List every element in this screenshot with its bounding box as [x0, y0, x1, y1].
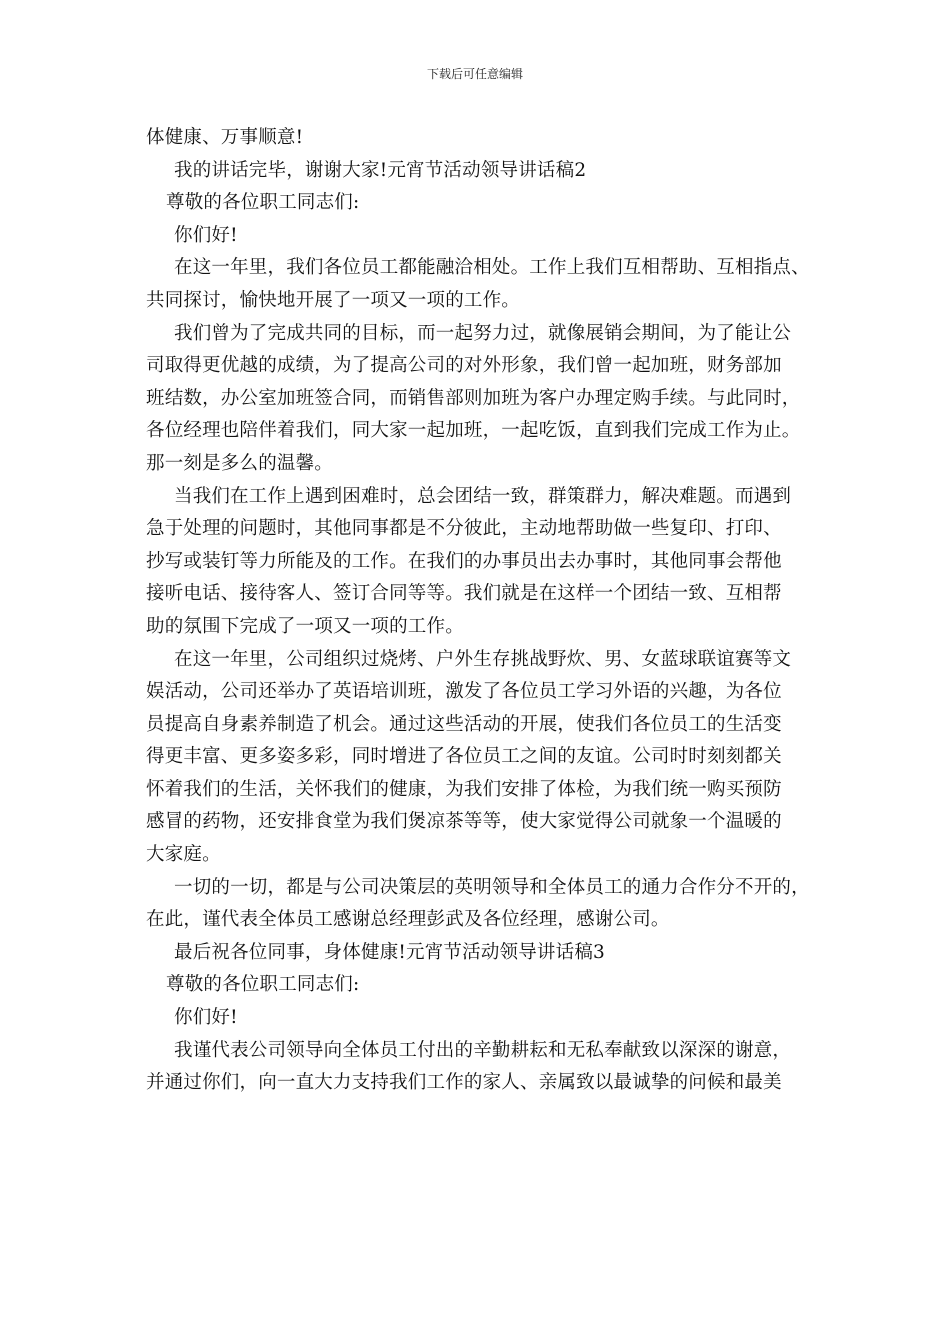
text-line: 你们好! — [174, 1007, 238, 1029]
text-line: 我的讲话完毕，谢谢大家!元宵节活动领导讲话稿2 — [174, 159, 587, 181]
text-line: 共同探讨，愉快地开展了一项又一项的工作。 — [146, 289, 521, 311]
text-line: 体健康、万事顺意! — [146, 127, 304, 148]
download-note: 下载后可任意编辑 — [426, 67, 523, 81]
text-line: 娱活动，公司还举办了英语培训班，激发了各位员工学习外语的兴趣，为各位 — [146, 681, 782, 703]
text-line: 那一刻是多么的温馨。 — [146, 452, 334, 474]
document-body — [146, 122, 826, 1100]
text-line: 怀着我们的生活，关怀我们的健康，为我们安排了体检，为我们统一购买预防 — [146, 778, 782, 800]
text-line: 当我们在工作上遇到困难时，总会团结一致，群策群力，解决难题。而遇到 — [174, 485, 792, 507]
text-line: 接听电话、接待客人、签订合同等等。我们就是在这样一个团结一致、互相帮 — [146, 583, 782, 605]
text-line: 助的氛围下完成了一项又一项的工作。 — [146, 615, 464, 637]
text-line: 各位经理也陪伴着我们，同大家一起加班，一起吃饭，直到我们完成工作为止。 — [146, 420, 801, 442]
text-line: 我们曾为了完成共同的目标，而一起努力过，就像展销会期间，为了能让公 — [174, 322, 792, 344]
text-line: 感冒的药物，还安排食堂为我们煲凉茶等等，使大家觉得公司就象一个温暖的 — [146, 811, 782, 833]
text-line: 员提高自身素养制造了机会。通过这些活动的开展，使我们各位员工的生活变 — [146, 713, 782, 735]
text-line: 最后祝各位同事，身体健康!元宵节活动领导讲话稿3 — [174, 941, 606, 963]
text-line: 在这一年里，我们各位员工都能融洽相处。工作上我们互相帮助、互相指点、 — [174, 257, 810, 279]
text-line: 班结数，办公室加班签合同，而销售部则加班为客户办理定购手续。与此同时， — [146, 387, 801, 409]
text-line: 尊敬的各位职工同志们: — [166, 974, 360, 996]
text-line: 得更丰富、更多姿多彩，同时增进了各位员工之间的友谊。公司时时刻刻都关 — [146, 746, 782, 768]
text-line: 我谨代表公司领导向全体员工付出的辛勤耕耘和无私奉献致以深深的谢意， — [174, 1039, 792, 1061]
text-line: 一切的一切，都是与公司决策层的英明领导和全体员工的通力合作分不开的， — [174, 876, 810, 898]
text-line: 大家庭。 — [146, 844, 221, 866]
text-line: 在此，谨代表全体员工感谢总经理彭武及各位经理，感谢公司。 — [146, 909, 670, 931]
text-line: 并通过你们，向一直大力支持我们工作的家人、亲属致以最诚挚的问候和最美 — [146, 1072, 782, 1094]
text-line: 你们好! — [174, 224, 238, 246]
text-line: 在这一年里，公司组织过烧烤、户外生存挑战野炊、男、女蓝球联谊赛等文 — [174, 648, 792, 670]
text-line: 急于处理的问题时，其他同事都是不分彼此，主动地帮助做一些复印、打印、 — [146, 518, 782, 540]
text-line: 尊敬的各位职工同志们: — [166, 192, 360, 214]
text-line: 司取得更优越的成绩，为了提高公司的对外形象，我们曾一起加班，财务部加 — [146, 355, 782, 377]
text-line: 抄写或装钉等力所能及的工作。在我们的办事员出去办事时，其他同事会帮他 — [146, 550, 782, 572]
